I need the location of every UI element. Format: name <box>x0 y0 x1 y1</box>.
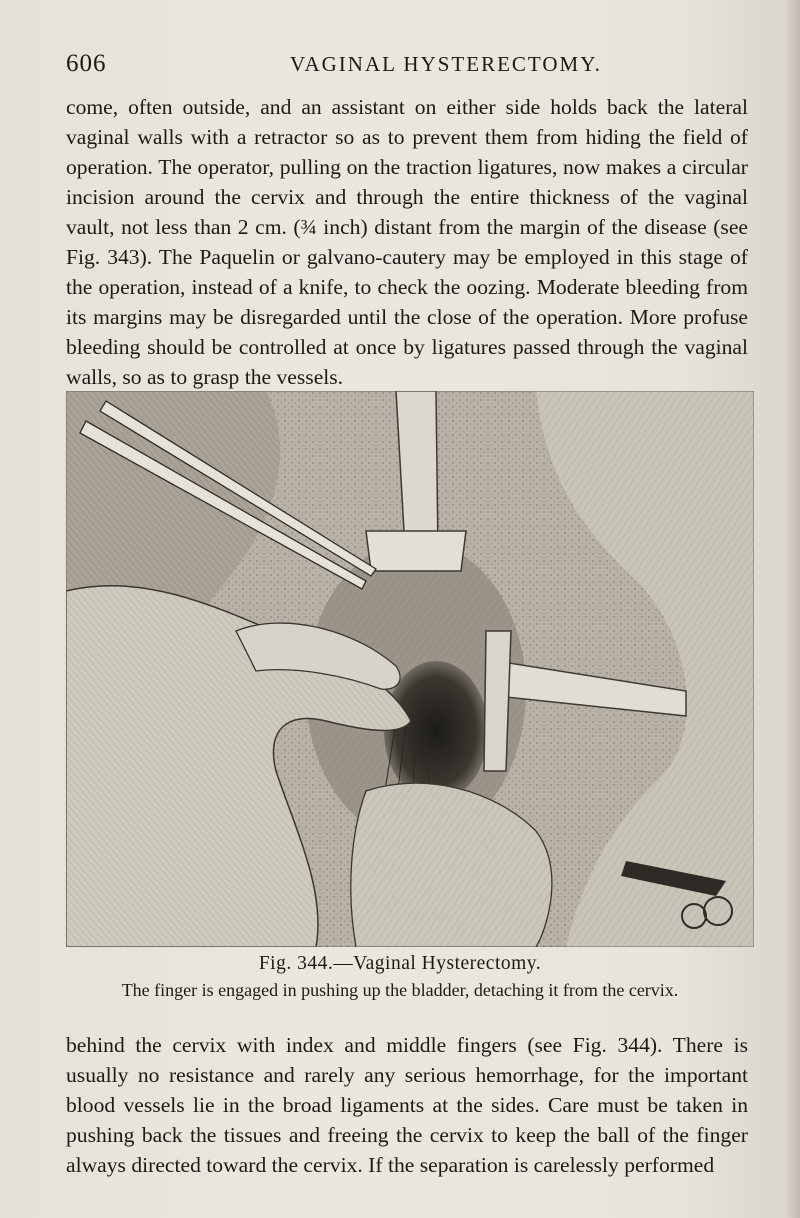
page-number: 606 <box>66 50 107 77</box>
body-text-bottom <box>66 1030 748 1180</box>
figure-label: Fig. 344.—Vaginal Hysterectomy. <box>258 953 542 974</box>
figure-caption: The finger is engaged in pushing up the bladder, detaching it from the cervix. <box>121 980 679 1000</box>
paragraph: behind the cervix with index and middle fingers (see Fig. 344). There is usually no resistance and rarely any serious hemorrhage, for the important blood vessels lie in the broad ligaments at the sides. Care must be taken in pushing back the tissues and freeing the cervix to keep the ball of the finger always directed toward the cervix. If the separation is carelessly performed <box>66 1033 748 1177</box>
surgical-illustration <box>66 391 754 947</box>
paragraph: come, often outside, and an assistant on either side holds back the lateral vaginal walls with a retractor so as to prevent them from hiding the field of operation. The operator, pulling on the traction ligatures, now makes a circular incision around the cervix and through the entire thickness of the vaginal vault, not less than 2 cm. (¾ inch) distant from the margin of the disease (see Fig. 343). The Paquelin or galvano-cautery may be employed in this stage of the operation, instead of a knife, to check the oozing. Moderate bleeding from its margins may be disregarded until the close of the operation. More profuse bleeding should be controlled at once by ligatures passed through the vaginal walls, so as to grasp the vessels. <box>66 95 748 389</box>
page-header <box>66 50 756 80</box>
page-edge-shadow <box>786 0 800 1218</box>
running-title: VAGINAL HYSTERECTOMY. <box>290 52 602 76</box>
